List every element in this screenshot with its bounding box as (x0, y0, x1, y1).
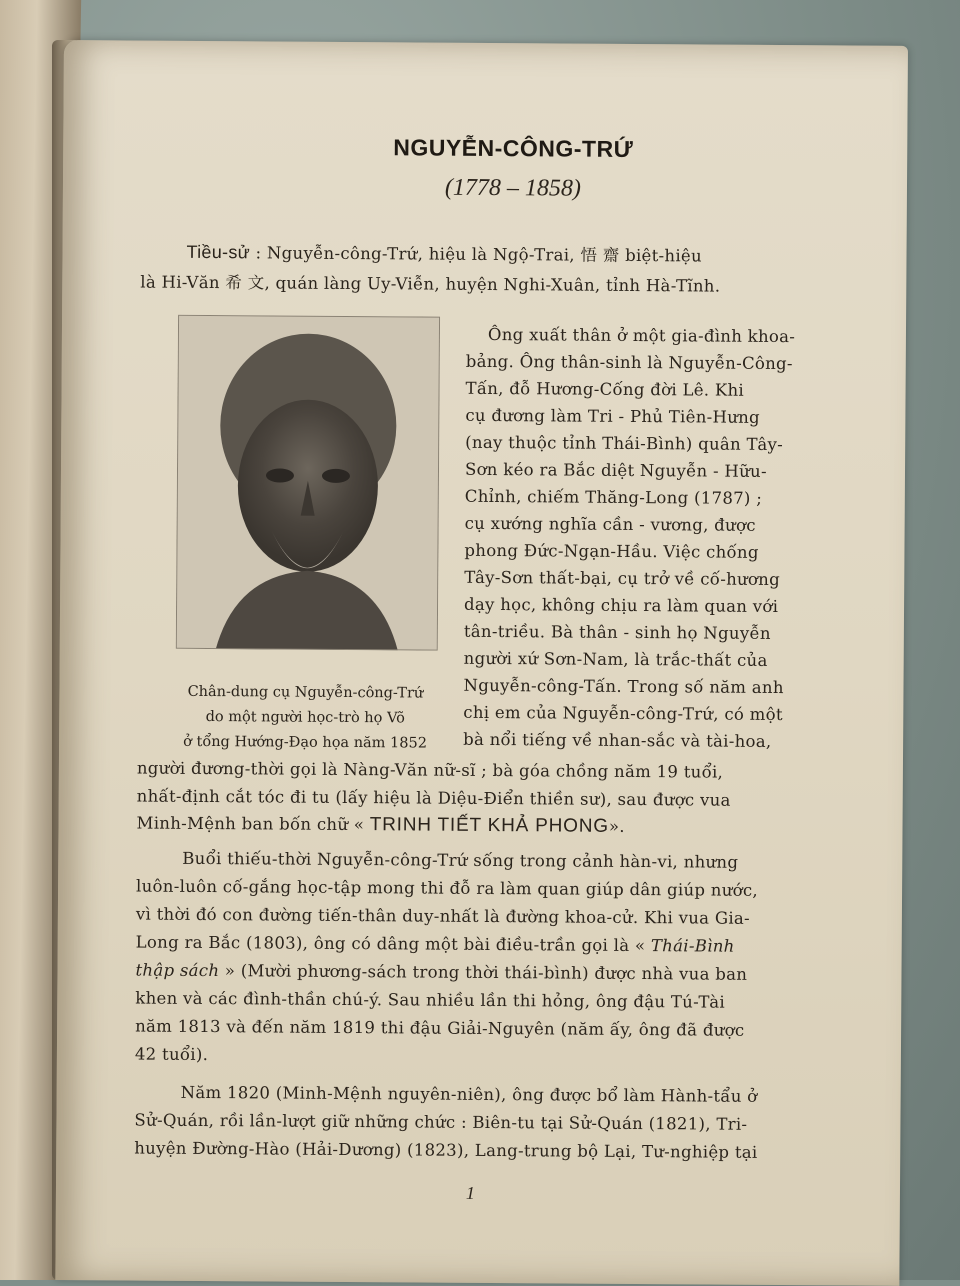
right-col-line-13: người xứ Sơn-Nam, là trắc-thất của (463, 648, 768, 670)
page-number: 1 (465, 1182, 476, 1203)
thai-binh-title: Thái-Bình (650, 936, 735, 956)
right-col-line-9: phong Đức-Ngạn-Hầu. Việc chống (464, 540, 759, 562)
para2-line-5-end: » (Mười phương-sách trong thời thái-bình) được nhà vua ban (224, 961, 748, 984)
portrait-caption-2: do một người học-trò họ Võ (205, 709, 405, 727)
para3-line-3: huyện Đường-Hào (Hải-Dương) (1823), Lang-trung bộ Lại, Tư-nghiệp tại (134, 1138, 758, 1162)
para1-line-1: người đương-thời gọi là Nàng-Văn nữ-sĩ ; bà góa chồng năm 19 tuổi, (136, 758, 724, 782)
para2-line-6: khen và các đình-thần chú-ý. Sau nhiều lần thi hỏng, ông đậu Tú-Tài (135, 988, 726, 1012)
para2-line-3: vì thời đó con đường tiến-thân duy-nhất là đường khoa-cử. Khi vua Gia- (135, 904, 751, 928)
para2-line-4 (136, 933, 735, 956)
portrait-photo (176, 315, 440, 651)
page-title: NGUYỄN-CÔNG-TRỨ (393, 134, 634, 162)
right-col-line-14: Nguyễn-công-Tấn. Trong số năm anh (463, 675, 784, 698)
para1-line-3 (136, 813, 624, 838)
life-years: (1778 – 1858) (444, 174, 582, 202)
para2-line-8: 42 tuổi). (134, 1044, 209, 1065)
right-col-line-1: Ông xuất thân ở một gia-đình khoa- (487, 324, 796, 347)
para2-line-5 (135, 961, 747, 984)
right-col-line-3: Tấn, đỗ Hương-Cống đời Lê. Khi (465, 378, 745, 400)
right-col-line-6: Sơn kéo ra Bắc diệt Nguyễn - Hữu- (464, 459, 767, 481)
portrait-caption-1: Chân-dung cụ Nguyễn-công-Trứ (187, 683, 424, 702)
right-col-line-16: bà nổi tiếng về nhan-sắc và tài-hoa, (463, 729, 772, 751)
para3-line-1: Năm 1820 (Minh-Mệnh nguyên-niên), ông được bổ làm Hành-tẩu ở (180, 1082, 758, 1106)
right-col-line-12: tân-triều. Bà thân - sinh họ Nguyễn (463, 621, 771, 643)
intro-label: Tiều-sử (186, 241, 251, 263)
book-page (55, 40, 908, 1286)
para2-line-4-start: Long ra Bắc (1803), ông có dâng một bài điều-trần gọi là « (135, 932, 646, 956)
para3-line-2: Sử-Quán, rồi lần-lượt giữ những chức : Biên-tu tại Sử-Quán (1821), Tri- (134, 1110, 748, 1134)
portrait-caption-3: ở tổng Hướng-Đạo họa năm 1852 (183, 733, 428, 752)
right-col-line-4: cụ đương làm Tri - Phủ Tiên-Hưng (465, 405, 761, 427)
right-col-line-5: (nay thuộc tỉnh Thái-Bình) quân Tây- (465, 432, 784, 455)
right-col-line-15: chị em của Nguyễn-công-Trứ, có một (463, 702, 783, 725)
right-col-line-2: bảng. Ông thân-sinh là Nguyễn-Công- (465, 351, 793, 374)
right-col-line-11: dạy học, không chịu ra làm quan với (464, 594, 779, 616)
para2-line-7: năm 1813 và đến năm 1819 thi đậu Giải-Nguyên (năm ấy, ông đã được (135, 1016, 745, 1040)
intro-line-1 (186, 239, 702, 267)
intro-text-1: : Nguyễn-công-Trứ, hiệu là Ngộ-Trai, 悟 齋 biệt-hiệu (255, 243, 703, 266)
thap-sach-title: thập sách (135, 960, 220, 981)
para1-line-3-end: ». (608, 816, 625, 836)
portrait-icon (176, 315, 440, 651)
right-col-line-7: Chỉnh, chiếm Thăng-Long (1787) ; (464, 486, 763, 508)
para1-line-3-start: Minh-Mệnh ban bốn chữ « (136, 813, 365, 835)
right-col-line-10: Tây-Sơn thất-bại, cụ trở về cố-hương (464, 567, 781, 590)
trinh-tiet-kha-phong: TRINH TIẾT KHẢ PHONG (369, 814, 609, 837)
intro-line-2: là Hi-Văn 希 文, quán làng Uy-Viễn, huyện Nghi-Xuân, tỉnh Hà-Tĩnh. (140, 272, 721, 296)
para1-line-2: nhất-định cắt tóc đi tu (lấy hiệu là Diệu-Điển thiền sư), sau được vua (136, 786, 731, 810)
para2-line-2: luôn-luôn cố-gắng học-tập mong thi đỗ ra làm quan giúp dân giúp nước, (136, 876, 759, 900)
right-col-line-8: cụ xướng nghĩa cần - vương, được (464, 513, 756, 535)
para2-line-1: Buổi thiếu-thời Nguyễn-công-Trứ sống trong cảnh hàn-vi, nhưng (182, 848, 739, 872)
